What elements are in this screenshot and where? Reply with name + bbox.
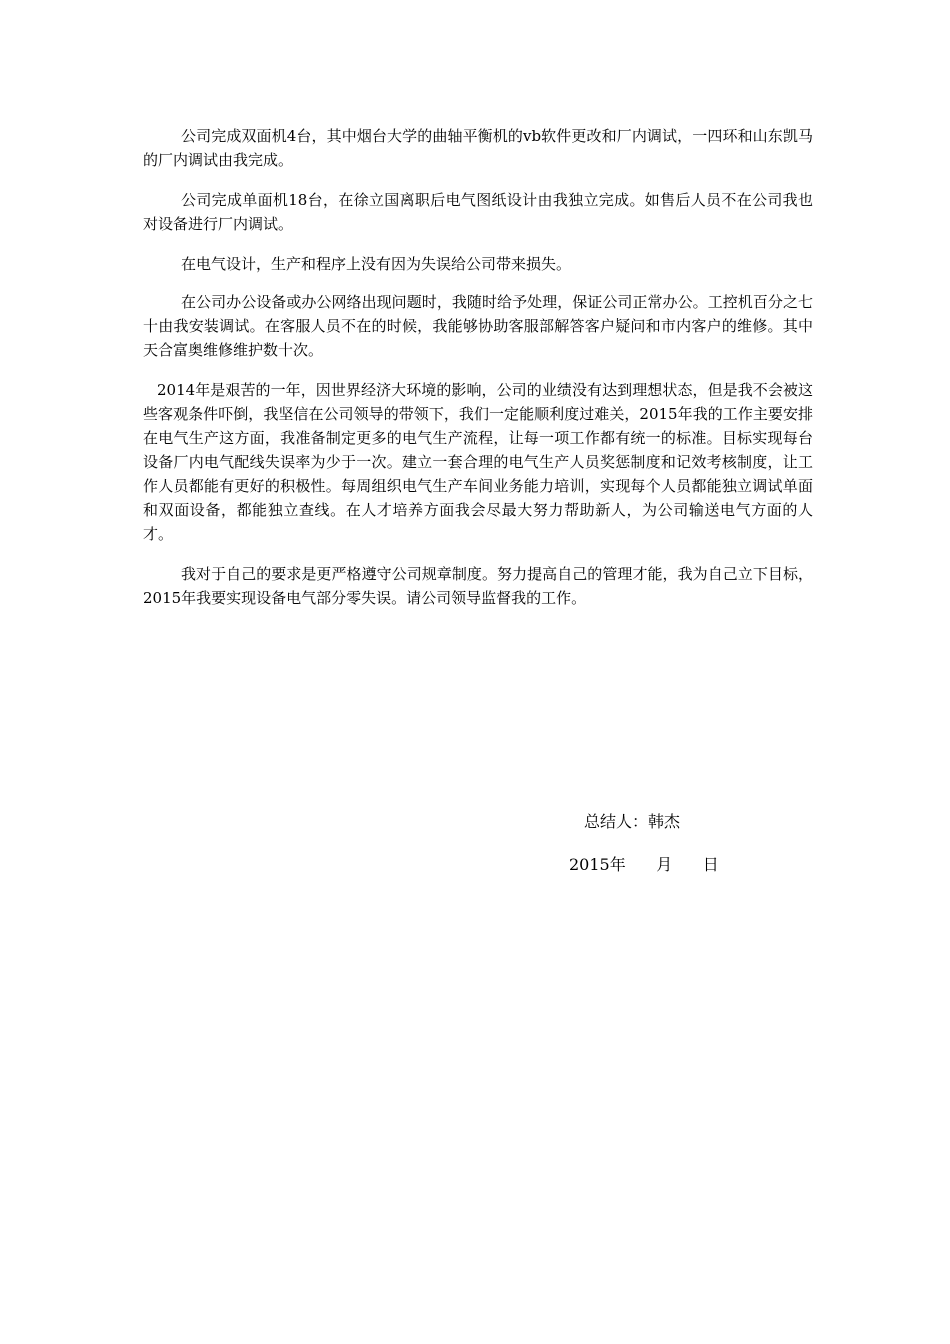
paragraph-double-sided-machines: 公司完成双面机4台，其中烟台大学的曲轴平衡机的vb软件更改和厂内调试，一四环和山东凯马的厂内调试由我完成。	[143, 127, 813, 169]
document-body	[143, 124, 813, 626]
paragraph-self-requirements: 我对于自己的要求是更严格遵守公司规章制度。努力提高自己的管理才能，我为自己立下目标，2015年我要实现设备电气部分零失误。请公司领导监督我的工作。	[143, 565, 813, 607]
paragraph-2015-plan: 2014年是艰苦的一年，因世界经济大环境的影响，公司的业绩没有达到理想状态，但是我不会被这些客观条件吓倒，我坚信在公司领导的带领下，我们一定能顺利度过难关，2015年我的工作主要安排在电气生产这方面，我准备制定更多的电气生产流程，让每一项工作都有统一的标准。目标实现每台设备厂内电气配线失误率为少于一次。建立一套合理的电气生产人员奖惩制度和记效考核制度，让工作人员都能有更好的积极性。每周组织电气生产车间业务能力培训，实现每个人员都能独立调试单面和双面设备，都能独立查线。在人才培养方面我会尽最大努力帮助新人，为公司输送电气方面的人才。	[143, 381, 813, 543]
signature-line: 总结人：韩杰	[584, 812, 681, 831]
paragraph-office-equipment: 在公司办公设备或办公网络出现问题时，我随时给予处理，保证公司正常办公。工控机百分之七十由我安装调试。在客服人员不在的时候，我能够协助客服部解答客户疑问和市内客户的维修。其中天合富奥维修维护数十次。	[143, 293, 813, 359]
date-line: 2015年 月 日	[569, 855, 719, 874]
paragraph-no-losses: 在电气设计，生产和程序上没有因为失误给公司带来损失。	[181, 255, 572, 273]
paragraph-single-sided-machines: 公司完成单面机18台，在徐立国离职后电气图纸设计由我独立完成。如售后人员不在公司我也对设备进行厂内调试。	[143, 191, 813, 233]
